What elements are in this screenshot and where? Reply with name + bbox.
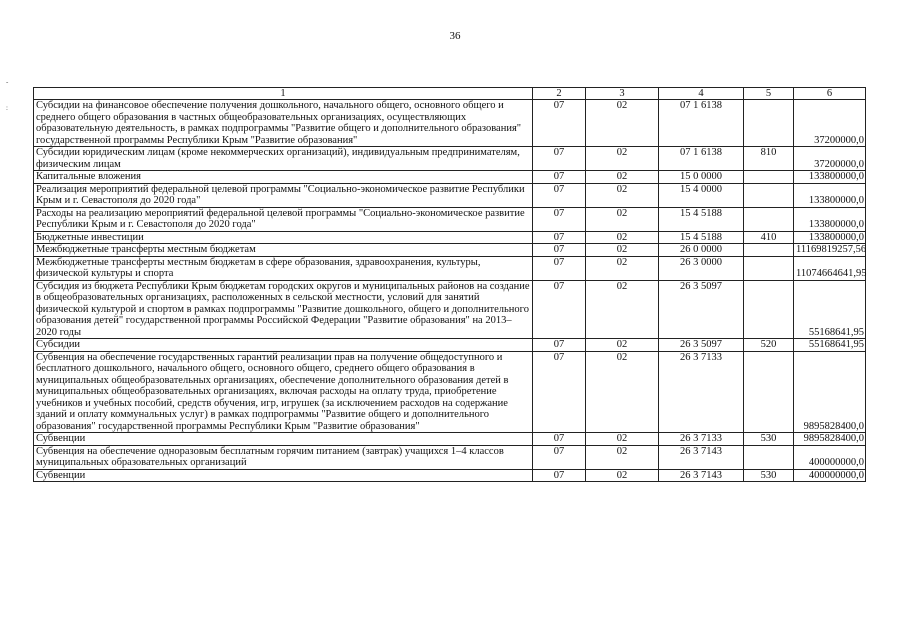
row-section-cell: 07 bbox=[533, 469, 586, 482]
row-amount-cell: 55168641,95 bbox=[794, 280, 866, 339]
header-cell: 6 bbox=[794, 88, 866, 100]
row-name-cell: Субвенция на обеспечение одноразовым бесплатным горячим питанием (завтрак) учащихся 1–4 классов муниципальных образовательных организаций bbox=[34, 445, 533, 469]
table-header-row bbox=[34, 88, 866, 100]
table-row bbox=[34, 351, 866, 433]
row-amount-cell: 9895828400,0 bbox=[794, 351, 866, 433]
table-row bbox=[34, 207, 866, 231]
row-section-cell: 07 bbox=[533, 433, 586, 446]
row-name-cell: Межбюджетные трансферты местным бюджетам в сфере образования, здравоохранения, культуры, физической культуры и спорта bbox=[34, 256, 533, 280]
row-target-article-cell: 26 3 5097 bbox=[659, 339, 744, 352]
row-amount-cell: 11169819257,56 bbox=[794, 244, 866, 257]
row-amount-cell: 55168641,95 bbox=[794, 339, 866, 352]
row-target-article-cell: 15 0 0000 bbox=[659, 171, 744, 184]
table-row bbox=[34, 469, 866, 482]
row-subsection-cell: 02 bbox=[586, 183, 659, 207]
row-name-cell: Субсидии bbox=[34, 339, 533, 352]
row-section-cell: 07 bbox=[533, 256, 586, 280]
row-target-article-cell: 07 1 6138 bbox=[659, 147, 744, 171]
row-subsection-cell: 02 bbox=[586, 280, 659, 339]
row-expense-type-cell: 810 bbox=[744, 147, 794, 171]
row-expense-type-cell bbox=[744, 256, 794, 280]
row-section-cell: 07 bbox=[533, 339, 586, 352]
row-name-cell: Субсидии на финансовое обеспечение получения дошкольного, начального общего, основного общего и среднего общего образования в частных общеобразовательных организациях, осуществляющих образовательную деятельность, в рамках подпрограммы "Развитие общего и дополнительного образования" государственной программы Республики Крым "Развитие образования" bbox=[34, 100, 533, 147]
row-name-cell: Субвенции bbox=[34, 469, 533, 482]
table-row bbox=[34, 244, 866, 257]
row-target-article-cell: 26 3 7143 bbox=[659, 469, 744, 482]
table-row bbox=[34, 280, 866, 339]
row-expense-type-cell bbox=[744, 280, 794, 339]
row-subsection-cell: 02 bbox=[586, 207, 659, 231]
header-cell: 2 bbox=[533, 88, 586, 100]
row-expense-type-cell bbox=[744, 100, 794, 147]
row-target-article-cell: 15 4 0000 bbox=[659, 183, 744, 207]
row-name-cell: Субсидии юридическим лицам (кроме некоммерческих организаций), индивидуальным предпринимателям, физическим лицам bbox=[34, 147, 533, 171]
row-target-article-cell: 26 3 7143 bbox=[659, 445, 744, 469]
row-expense-type-cell bbox=[744, 183, 794, 207]
row-section-cell: 07 bbox=[533, 244, 586, 257]
row-subsection-cell: 02 bbox=[586, 339, 659, 352]
header-cell: 3 bbox=[586, 88, 659, 100]
row-target-article-cell: 26 3 7133 bbox=[659, 351, 744, 433]
row-expense-type-cell bbox=[744, 244, 794, 257]
table-row bbox=[34, 445, 866, 469]
row-section-cell: 07 bbox=[533, 171, 586, 184]
row-amount-cell: 133800000,0 bbox=[794, 183, 866, 207]
row-amount-cell: 133800000,0 bbox=[794, 207, 866, 231]
row-expense-type-cell: 530 bbox=[744, 433, 794, 446]
row-name-cell: Субвенции bbox=[34, 433, 533, 446]
row-amount-cell: 133800000,0 bbox=[794, 231, 866, 244]
row-section-cell: 07 bbox=[533, 351, 586, 433]
margin-mark: - bbox=[6, 78, 9, 86]
row-amount-cell: 9895828400,0 bbox=[794, 433, 866, 446]
row-name-cell: Межбюджетные трансферты местным бюджетам bbox=[34, 244, 533, 257]
row-expense-type-cell: 530 bbox=[744, 469, 794, 482]
row-subsection-cell: 02 bbox=[586, 171, 659, 184]
table-row bbox=[34, 339, 866, 352]
row-expense-type-cell bbox=[744, 207, 794, 231]
row-target-article-cell: 26 3 0000 bbox=[659, 256, 744, 280]
row-subsection-cell: 02 bbox=[586, 256, 659, 280]
row-subsection-cell: 02 bbox=[586, 231, 659, 244]
row-name-cell: Субвенция на обеспечение государственных гарантий реализации прав на получение общедоступного и бесплатного дошкольного, начального общего, основного общего, среднего общего образования в муниципальных общеобразовательных организациях, обеспечение дополнительного образования детей в муниципальных общеобразовательных организациях, включая расходы на оплату труда, приобретение учебников и учебных пособий, средств обучения, игр, игрушек (за исключением расходов на содержание зданий и оплату коммунальных услуг) в рамках подпрограммы "Развитие общего и дополнительного образования" государственной программы Республики Крым "Развитие образования" bbox=[34, 351, 533, 433]
row-subsection-cell: 02 bbox=[586, 445, 659, 469]
row-subsection-cell: 02 bbox=[586, 100, 659, 147]
row-expense-type-cell bbox=[744, 445, 794, 469]
table-row bbox=[34, 100, 866, 147]
row-target-article-cell: 07 1 6138 bbox=[659, 100, 744, 147]
row-expense-type-cell: 520 bbox=[744, 339, 794, 352]
row-expense-type-cell: 410 bbox=[744, 231, 794, 244]
row-name-cell: Бюджетные инвестиции bbox=[34, 231, 533, 244]
row-amount-cell: 400000000,0 bbox=[794, 469, 866, 482]
row-name-cell: Субсидия из бюджета Республики Крым бюджетам городских округов и муниципальных районов на создание в общеобразовательных организациях, расположенных в сельской местности, условий для занятий физической культурой и спортом в рамках подпрограммы "Развитие дошкольного, общего и дополнительного образования детей" государственной программы Российской Федерации "Развитие образования" на 2013–2020 годы bbox=[34, 280, 533, 339]
row-section-cell: 07 bbox=[533, 280, 586, 339]
row-target-article-cell: 26 3 5097 bbox=[659, 280, 744, 339]
table-row bbox=[34, 231, 866, 244]
table-row bbox=[34, 183, 866, 207]
row-expense-type-cell bbox=[744, 351, 794, 433]
row-target-article-cell: 15 4 5188 bbox=[659, 207, 744, 231]
row-section-cell: 07 bbox=[533, 207, 586, 231]
row-name-cell: Реализация мероприятий федеральной целевой программы "Социально-экономическое развитие Республики Крым и г. Севастополя до 2020 года" bbox=[34, 183, 533, 207]
header-cell: 4 bbox=[659, 88, 744, 100]
header-cell: 5 bbox=[744, 88, 794, 100]
row-subsection-cell: 02 bbox=[586, 433, 659, 446]
row-target-article-cell: 26 0 0000 bbox=[659, 244, 744, 257]
table-row bbox=[34, 171, 866, 184]
row-amount-cell: 400000000,0 bbox=[794, 445, 866, 469]
row-subsection-cell: 02 bbox=[586, 469, 659, 482]
row-section-cell: 07 bbox=[533, 445, 586, 469]
row-target-article-cell: 15 4 5188 bbox=[659, 231, 744, 244]
margin-mark: : bbox=[6, 104, 8, 112]
row-section-cell: 07 bbox=[533, 100, 586, 147]
row-section-cell: 07 bbox=[533, 183, 586, 207]
table-body bbox=[34, 100, 866, 482]
row-subsection-cell: 02 bbox=[586, 147, 659, 171]
row-amount-cell: 133800000,0 bbox=[794, 171, 866, 184]
row-name-cell: Расходы на реализацию мероприятий федеральной целевой программы "Социально-экономическое развитие Республики Крым и г. Севастополя до 2020 года" bbox=[34, 207, 533, 231]
table-row bbox=[34, 256, 866, 280]
row-amount-cell: 37200000,0 bbox=[794, 147, 866, 171]
row-amount-cell: 37200000,0 bbox=[794, 100, 866, 147]
table-row bbox=[34, 147, 866, 171]
table-row bbox=[34, 433, 866, 446]
row-name-cell: Капитальные вложения bbox=[34, 171, 533, 184]
row-expense-type-cell bbox=[744, 171, 794, 184]
page-number: 36 bbox=[449, 30, 461, 42]
row-subsection-cell: 02 bbox=[586, 244, 659, 257]
row-amount-cell: 11074664641,95 bbox=[794, 256, 866, 280]
row-section-cell: 07 bbox=[533, 147, 586, 171]
row-section-cell: 07 bbox=[533, 231, 586, 244]
row-subsection-cell: 02 bbox=[586, 351, 659, 433]
row-target-article-cell: 26 3 7133 bbox=[659, 433, 744, 446]
budget-table bbox=[33, 87, 866, 482]
header-cell: 1 bbox=[34, 88, 533, 100]
